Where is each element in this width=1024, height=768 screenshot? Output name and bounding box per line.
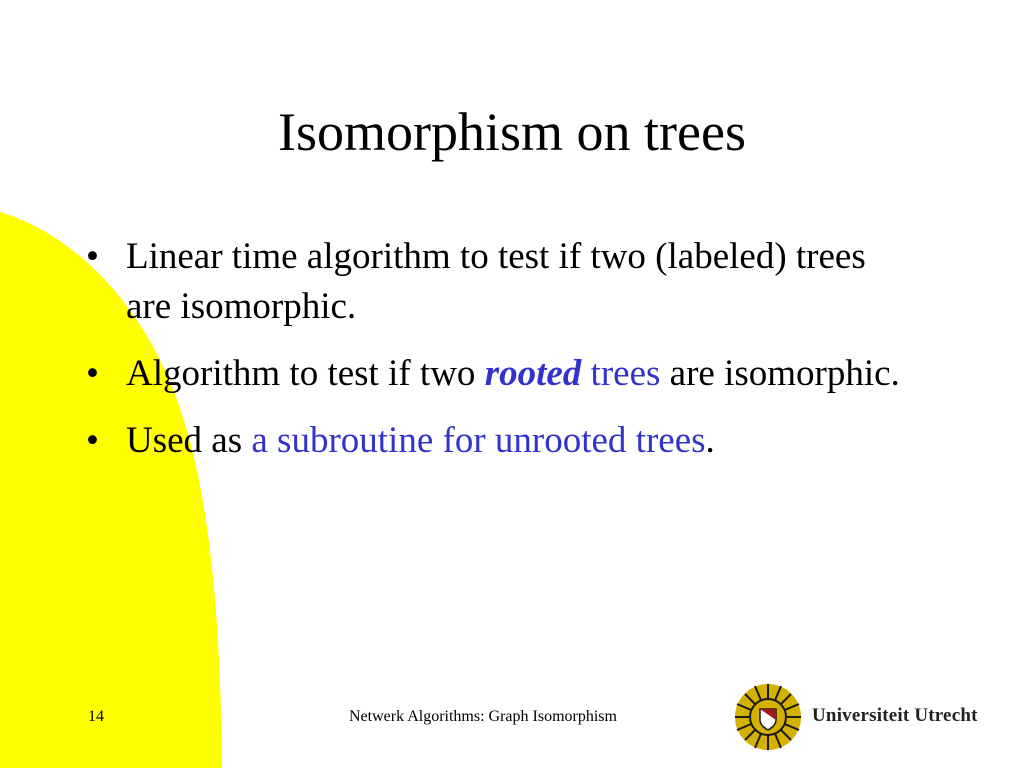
slide-number: 14 — [88, 708, 104, 725]
bullet-text: are isomorphic. — [660, 353, 900, 394]
bullet-dot: • — [86, 236, 99, 277]
bullet-text-space — [581, 353, 590, 394]
bullet-item — [86, 232, 906, 332]
bullet-dot: • — [86, 353, 99, 394]
bullet-text: Algorithm to test if two — [126, 353, 485, 394]
university-seal-icon — [733, 682, 803, 752]
bullet-list — [86, 232, 906, 483]
bullet-item — [86, 416, 906, 466]
emphasis-rooted: rooted — [484, 353, 582, 394]
footer-course-title: Netwerk Algorithms: Graph Isomorphism — [349, 708, 617, 725]
bullet-text: . — [705, 420, 715, 461]
university-name-logo: Universiteit Utrecht — [812, 705, 978, 726]
bullet-text: Linear time algorithm to test if two (labeled) trees are isomorphic. — [126, 236, 866, 327]
emphasis-subroutine: a subroutine for unrooted trees — [251, 420, 706, 461]
bullet-text: Used as — [126, 420, 252, 461]
bullet-item — [86, 349, 906, 399]
slide-title: Isomorphism on trees — [278, 102, 746, 162]
emphasis-trees: trees — [590, 353, 661, 394]
bullet-dot: • — [86, 420, 99, 461]
